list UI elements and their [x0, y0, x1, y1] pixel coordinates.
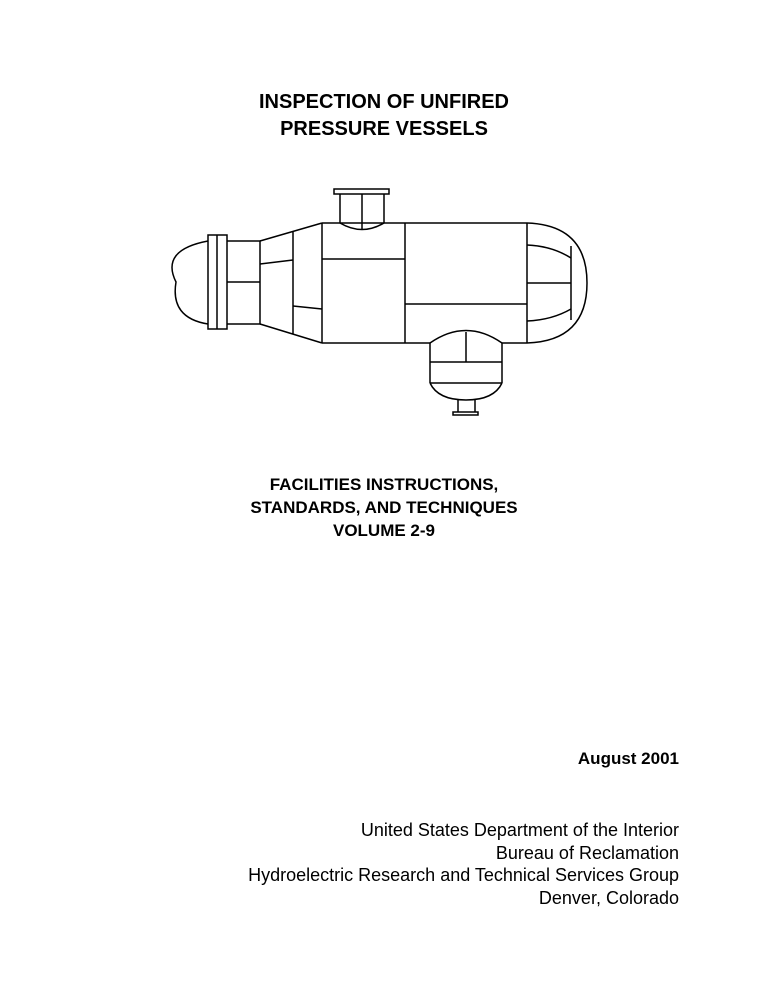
series-line-1: FACILITIES INSTRUCTIONS,	[269, 475, 499, 494]
publisher-location: Denver, Colorado	[538, 888, 679, 908]
series-line-2: STANDARDS, AND TECHNIQUES	[250, 498, 518, 517]
publisher-line-2: Bureau of Reclamation	[495, 843, 679, 863]
publisher-line-1: United States Department of the Interior	[360, 820, 679, 840]
title-line-2: PRESSURE VESSELS	[280, 118, 488, 140]
title-line-1: INSPECTION OF UNFIRED	[258, 91, 509, 113]
publication-date: August 2001	[577, 749, 679, 768]
publisher-line-3: Hydroelectric Research and Technical Services Group	[248, 865, 679, 885]
volume-label: VOLUME 2-9	[332, 521, 436, 540]
